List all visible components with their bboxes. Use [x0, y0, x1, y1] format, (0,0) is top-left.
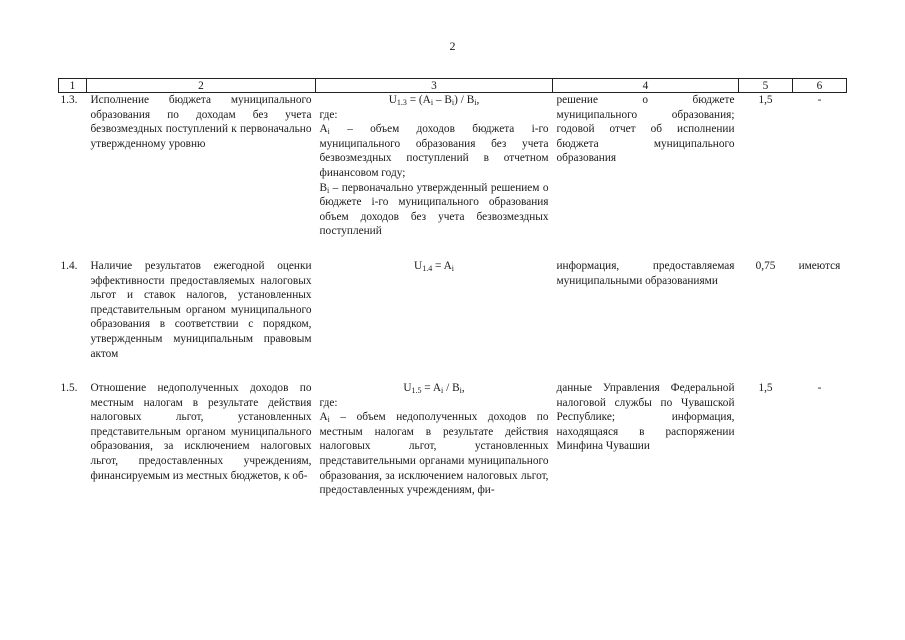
calculation-formula: [316, 381, 553, 498]
calculation-formula: [316, 93, 553, 239]
indicator-name: Наличие результатов ежегодной оценки эффективности предоставляемых налоговых льгот и ставок налогов, установленных представительным органом муниципального образования в соответствии с порядком, утвержденным муниципальным правовым актом: [90, 259, 312, 360]
column-header: 2: [87, 79, 316, 93]
column-header: 3: [316, 79, 553, 93]
formula-line: $U_{1.5} = A_i / B_i$,: [403, 382, 465, 396]
weight-value: 1,5: [758, 382, 773, 395]
formula-line: $U_{1.4} = A_i$: [414, 259, 454, 273]
table-header-row: [59, 79, 847, 93]
note-value: -: [817, 94, 822, 106]
data-source: данные Управления Федеральной налоговой службы по Чувашской Республике; информация, находящаяся в распоряжении Минфина Чувашии: [556, 382, 735, 453]
weight-value: 0,75: [755, 259, 776, 272]
data-source: информация, предоставляемая муниципальными образованиями: [556, 259, 735, 287]
row-number: 1.5.: [60, 382, 78, 395]
data-source: решение о бюджете муниципального образования; годовой отчет об исполнении бюджета муниципального образования: [556, 94, 735, 165]
note-value: -: [817, 382, 822, 395]
note-value: имеются: [798, 259, 841, 272]
formula-definition: $B_i$ – первоначально утвержденный решением о бюджете i-го муниципального образования объем доходов без учета безвозмездных поступлений: [319, 181, 549, 238]
column-header: 1: [59, 79, 87, 93]
table-row: [59, 93, 847, 239]
calculation-formula: [316, 259, 553, 361]
table-row: [59, 381, 847, 498]
row-spacer: [59, 239, 847, 259]
formula-where: где:: [319, 396, 338, 409]
column-header: 5: [739, 79, 793, 93]
formula-definition: $A_i$ – объем доходов бюджета i-го муниципального образования без учета безвозмездных поступлений в отчетном финансовом году;: [319, 123, 549, 179]
row-number: 1.4.: [60, 259, 78, 272]
formula-line: $U_{1.3} = (A_i - B_i) / B_i$,: [388, 94, 480, 107]
criteria-table: [58, 78, 847, 498]
indicator-name: Исполнение бюджета муниципального образования по доходам без учета безвозмездных поступлений к первоначально утвержденному уровню: [90, 94, 312, 150]
page-number: 2: [449, 39, 456, 53]
formula-definition: $A_i$ – объем недополученных доходов по местным налогам в результате действия налоговых льгот, установленных представительными органами муниципального образования, за исключением налоговых льгот, предоставленных учреждениям, фи-: [319, 411, 549, 497]
row-number: 1.3.: [60, 94, 78, 106]
formula-where: где:: [319, 108, 338, 121]
weight-value: 1,5: [758, 94, 773, 106]
column-header: 4: [553, 79, 739, 93]
row-spacer: [59, 361, 847, 381]
indicator-name: Отношение недополученных доходов по местным налогам в результате действия налоговых льгот, установленных представительным органом муниципального образования, за исключением налоговых льгот, предоставленных учреждениям, финансируемым из местных бюджетов, к об-: [90, 382, 312, 482]
table-row: [59, 259, 847, 361]
column-header: 6: [793, 79, 847, 93]
